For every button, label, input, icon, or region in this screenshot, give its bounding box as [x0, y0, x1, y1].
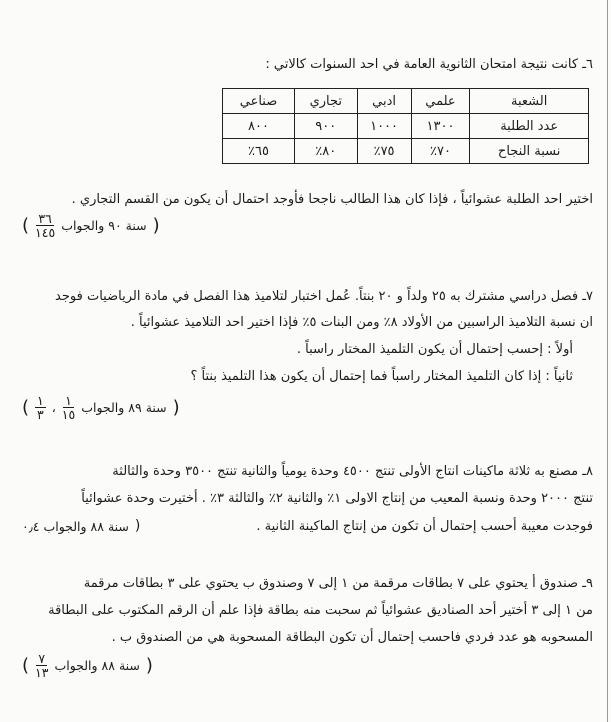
- table-cell: نسبة النجاح: [470, 139, 589, 164]
- q7-line-4: ثانياً : إذا كان التلميذ المختار راسباً فما إحتمال أن يكون هذا التلميذ بنتاً ؟: [190, 369, 573, 384]
- q9-answer: ( سنة ٨٨ والجواب $\frac{٧}{١٣}$ ): [22, 651, 153, 680]
- table-row: [223, 139, 589, 164]
- q7-line-3: أولاً : إحسب إحتمال أن يكون التلميذ المختار راسباً .: [296, 342, 573, 357]
- table-cell: تجاري: [295, 89, 358, 114]
- page-edge-line: [607, 0, 608, 722]
- table-row: [223, 114, 589, 139]
- q8-line-1: ٨ـ مصنع به ثلاثة ماكينات انتاج الأولى تنتج ٤٥٠٠ وحدة يومياً والثانية تنتج ٣٥٠٠ وحدة والثالثة: [112, 464, 593, 479]
- table-cell: ٩٠٠: [295, 114, 358, 139]
- results-table: [222, 88, 589, 164]
- answer-label: سنة ٨٨ والجواب: [54, 658, 140, 673]
- q8-answer: ( سنة ٨٨ والجواب ٠٫٤: [22, 518, 141, 534]
- table-cell: ٨٠٪: [295, 139, 358, 164]
- table-cell: علمي: [411, 89, 470, 114]
- q7-answer: ( سنة ٨٩ والجواب $\frac{١}{١٥}$ ، $\frac{١}{٣}$ ): [22, 393, 180, 422]
- answer-label: سنة ٨٩ والجواب: [81, 400, 167, 415]
- table-cell: ٦٥٪: [223, 139, 295, 164]
- table-cell: ١٣٠٠: [411, 114, 470, 139]
- q9-line-2: من ١ إلى ٣ أختير أحد الصناديق عشوائياً ثم سحبت منه بطاقة فإذا علم أن الرقم المكتوب على البطاقة: [48, 603, 593, 618]
- q9-line-3: المسحوبه هو عدد فردي فاحسب إحتمال أن تكون البطاقة المسحوبة هي من الصندوق ب .: [111, 630, 593, 645]
- table-cell: ٧٥٪: [357, 139, 411, 164]
- q8-line-2: تنتج ٢٠٠٠ وحدة ونسبة المعيب من إنتاج الاولى ١٪ والثانية ٢٪ والثالثة ٣٪ . أختيرت وحدة عشوائياً: [81, 491, 593, 506]
- q6-text: اختير احد الطلبة عشوائياً ، فإذا كان هذا الطالب ناجحا فأوجد احتمال أن يكون من القسم التجاري .: [71, 192, 593, 207]
- answer-fraction: $\frac{٣٦}{١٤٥}$: [35, 211, 56, 240]
- q8-line-3: فوجدت معيبة أحسب إحتمال أن تكون من إنتاج الماكينة الثانية .: [256, 519, 593, 534]
- q9-line-1: ٩ـ صندوق أ يحتوي على ٧ بطاقات مرقمة من ١ إلى ٧ وصندوق ب يحتوي على ٣ بطاقات مرقمة: [83, 576, 593, 591]
- answer-fraction: $\frac{٧}{١٣}$: [35, 651, 49, 680]
- table-cell: ادبي: [357, 89, 411, 114]
- table-row: [223, 89, 589, 114]
- q7-line-2: ان نسبة التلاميذ الراسبين من الأولاد ٨٪ ومن البنات ٥٪ فإذا اختير احد التلاميذ عشوائياً .: [130, 315, 593, 330]
- q6-answer: ( سنة ٩٠ والجواب $\frac{٣٦}{١٤٥}$ ): [22, 211, 160, 240]
- answer-label: سنة ٩٠ والجواب: [61, 218, 147, 233]
- answer-fraction-1: $\frac{١}{١٥}$: [61, 393, 76, 422]
- table-cell: ١٠٠٠: [357, 114, 411, 139]
- table-cell: ٨٠٠: [223, 114, 295, 139]
- table-cell: عدد الطلبة: [470, 114, 589, 139]
- table-cell: ٧٠٪: [411, 139, 470, 164]
- q7-line-1: ٧ـ فصل دراسي مشترك به ٢٥ ولداً و ٢٠ بنتاً. عُمل اختبار لتلاميذ هذا الفصل في مادة الرياضيات فوجد: [55, 289, 593, 304]
- table-cell: صناعي: [223, 89, 295, 114]
- table-cell: الشعبة: [470, 89, 589, 114]
- q6-title: ٦ـ كانت نتيجة امتحان الثانوية العامة في احد السنوات كالاتي :: [265, 57, 593, 72]
- answer-fraction-2: $\frac{١}{٣}$: [37, 393, 44, 422]
